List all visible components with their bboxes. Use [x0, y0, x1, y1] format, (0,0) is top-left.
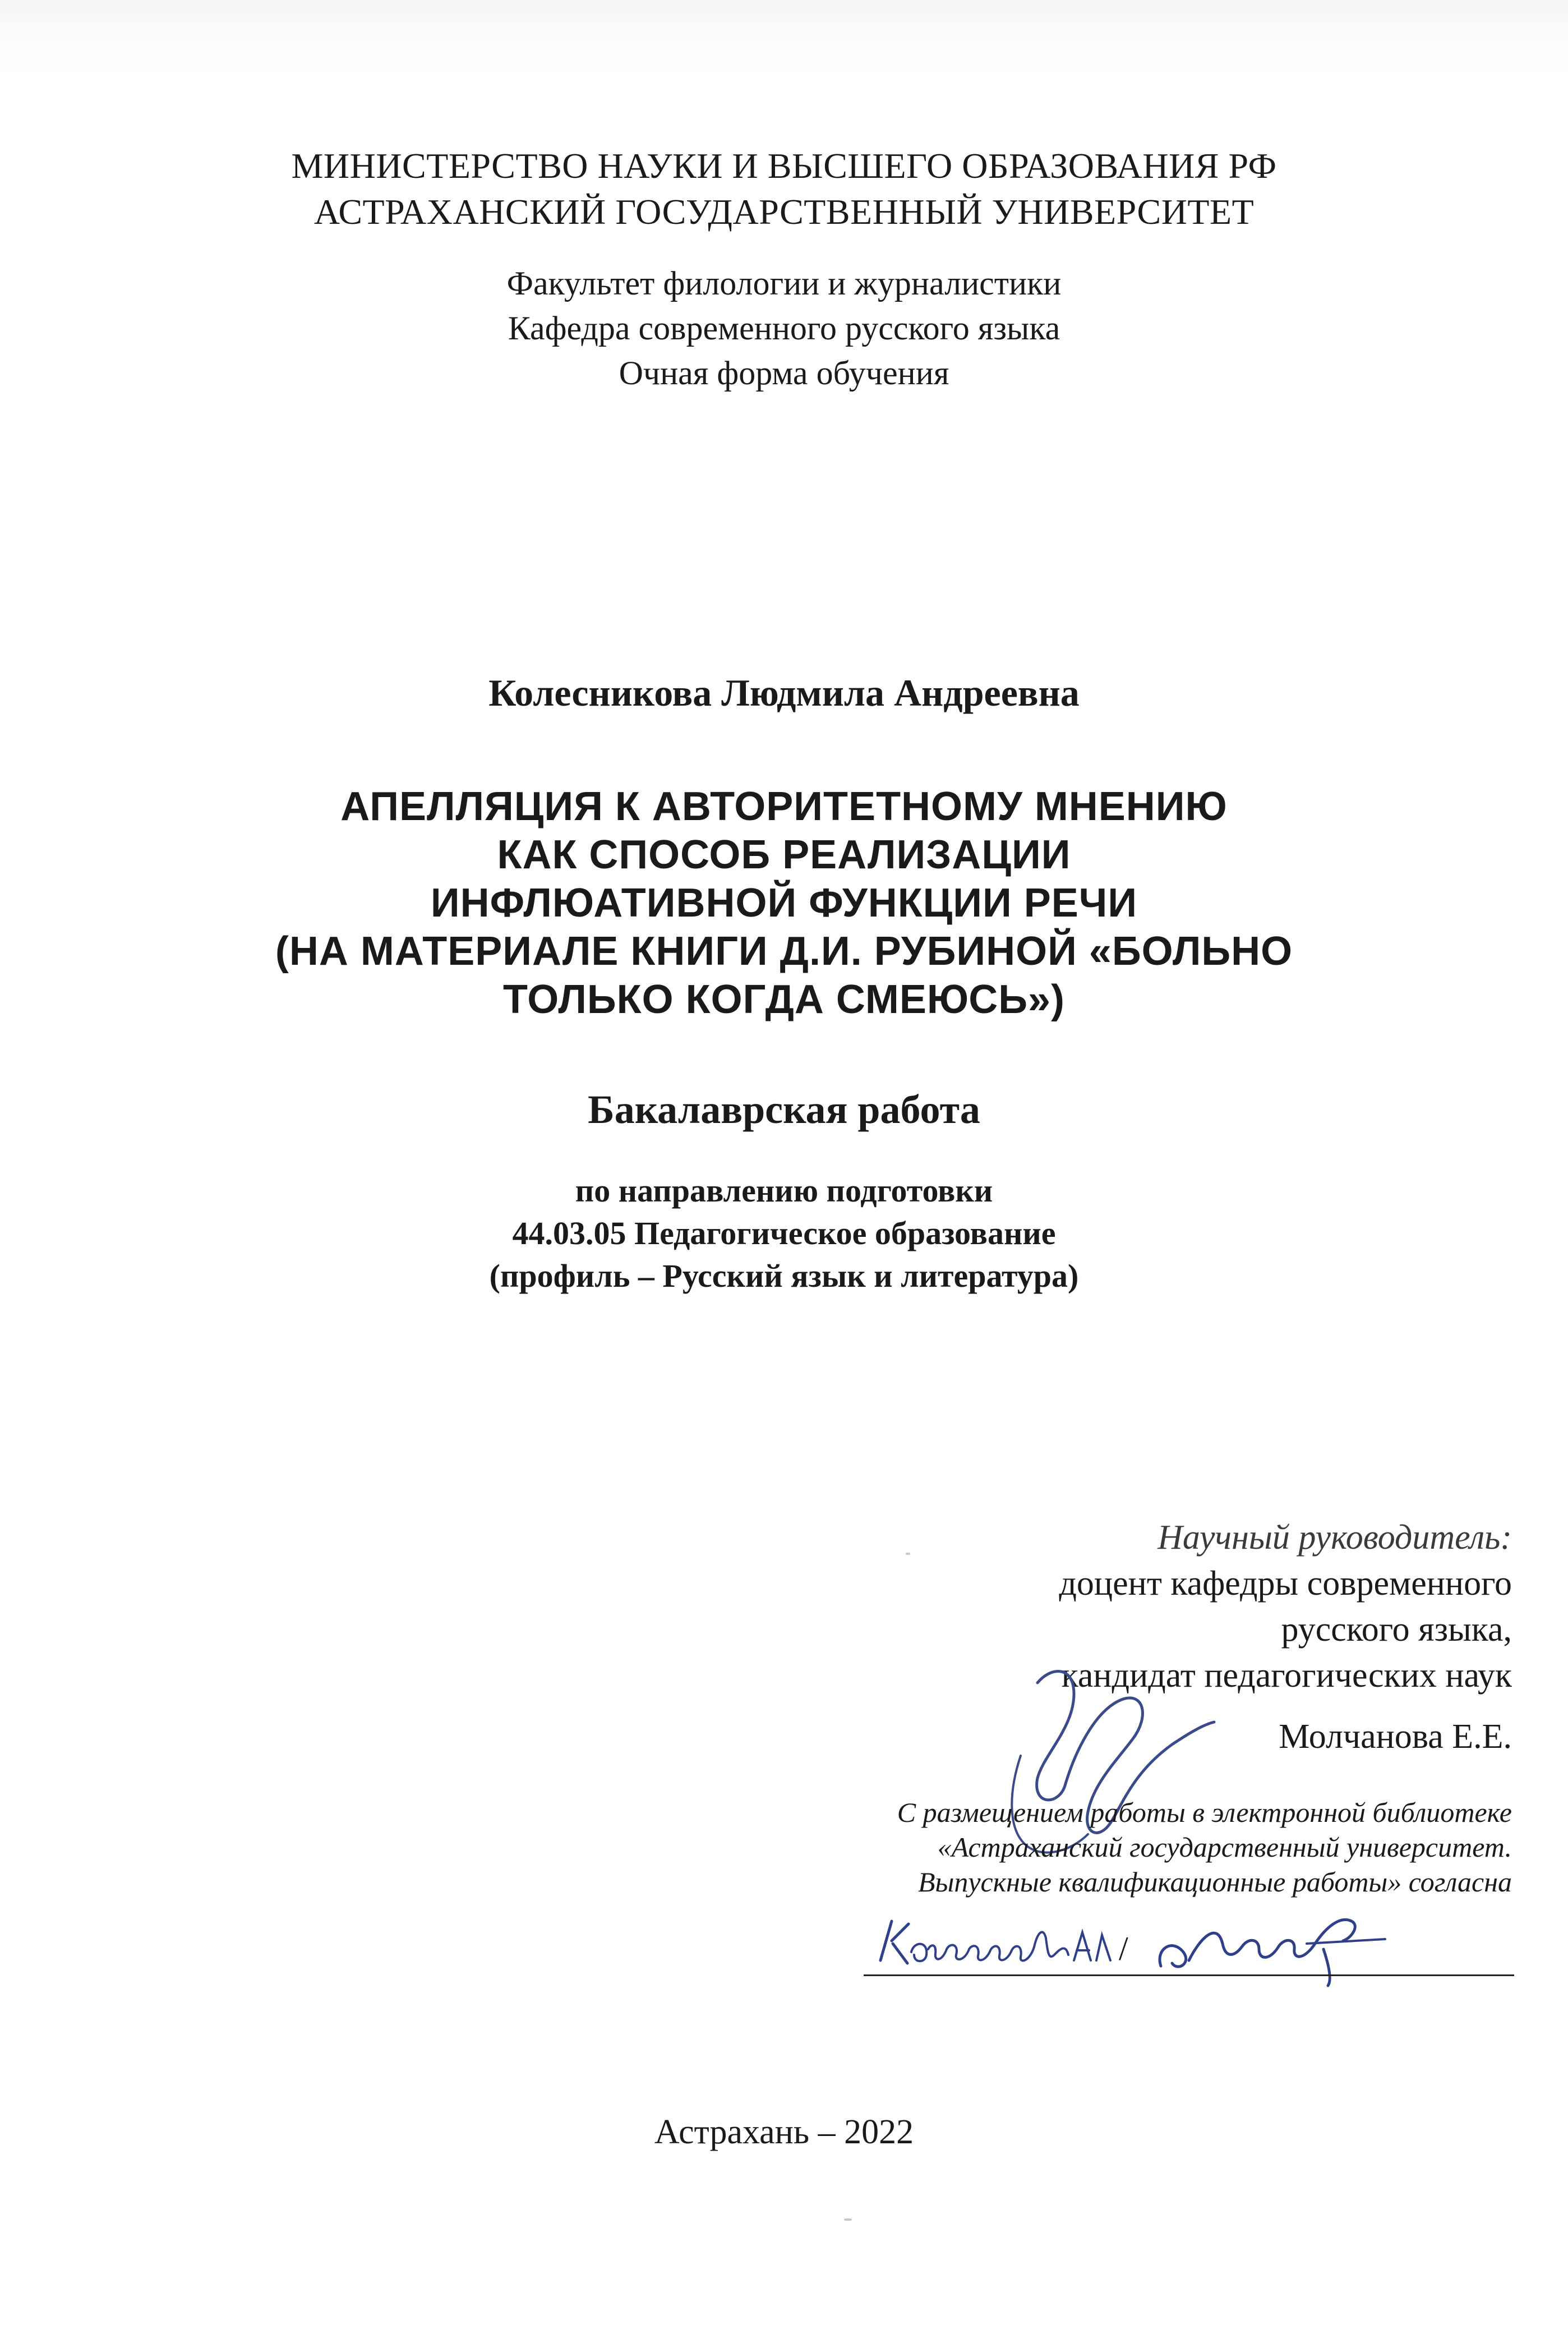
city-year: Астрахань – 2022 [654, 2113, 914, 2151]
student-handwritten-name [875, 1910, 1116, 1977]
supervisor-position: русского языка, [1281, 1610, 1512, 1649]
signature-underline [864, 1974, 1514, 1976]
faculty-name: Факультет филологии и журналистики [506, 265, 1062, 302]
direction-line: по направлению подготовки [575, 1172, 993, 1209]
consent-statement [897, 1795, 1512, 1899]
title-line: КАК СПОСОБ РЕАЛИЗАЦИИ [497, 832, 1071, 877]
consent-line: С размещением работы в электронной библиотеке [897, 1797, 1512, 1828]
thesis-title [0, 782, 1568, 1024]
scan-speck [906, 1553, 910, 1555]
direction-line: 44.03.05 Педагогическое образование [512, 1215, 1056, 1251]
work-type: Бакалаврская работа [588, 1087, 980, 1132]
supervisor-role: Научный руководитель: [1157, 1518, 1512, 1557]
title-line: АПЕЛЛЯЦИЯ К АВТОРИТЕТНОМУ МНЕНИЮ [340, 784, 1228, 829]
study-direction [0, 1170, 1568, 1297]
direction-line: (профиль – Русский язык и литература) [489, 1258, 1079, 1294]
scan-speck [844, 2218, 852, 2221]
author-name: Колесникова Людмила Андреевна [488, 671, 1080, 714]
department-name: Кафедра современного русского языка [508, 310, 1060, 347]
consent-line: Выпускные квалификационные работы» согласна [917, 1866, 1512, 1898]
supervisor-degree: кандидат педагогических наук [1061, 1656, 1512, 1695]
university-name: АСТРАХАНСКИЙ ГОСУДАРСТВЕННЫЙ УНИВЕРСИТЕТ [313, 192, 1255, 232]
institution-header [0, 143, 1568, 235]
supervisor-name: Молчанова Е.Е. [1279, 1718, 1512, 1756]
signature-separator: / [1119, 1930, 1128, 1967]
title-line: ИНФЛЮАТИВНОЙ ФУНКЦИИ РЕЧИ [430, 881, 1138, 926]
faculty-block [0, 261, 1568, 395]
study-form: Очная форма обучения [619, 355, 949, 392]
supervisor-position: доцент кафедры современного [1059, 1564, 1512, 1603]
title-line: ТОЛЬКО КОГДА СМЕЮСЬ») [503, 977, 1065, 1022]
ministry-name: МИНИСТЕРСТВО НАУКИ И ВЫСШЕГО ОБРАЗОВАНИЯ РФ [291, 146, 1277, 186]
title-line: (НА МАТЕРИАЛЕ КНИГИ Д.И. РУБИНОЙ «БОЛЬНО [275, 929, 1293, 974]
consent-line: «Астраханский государственный университет. [937, 1831, 1512, 1863]
